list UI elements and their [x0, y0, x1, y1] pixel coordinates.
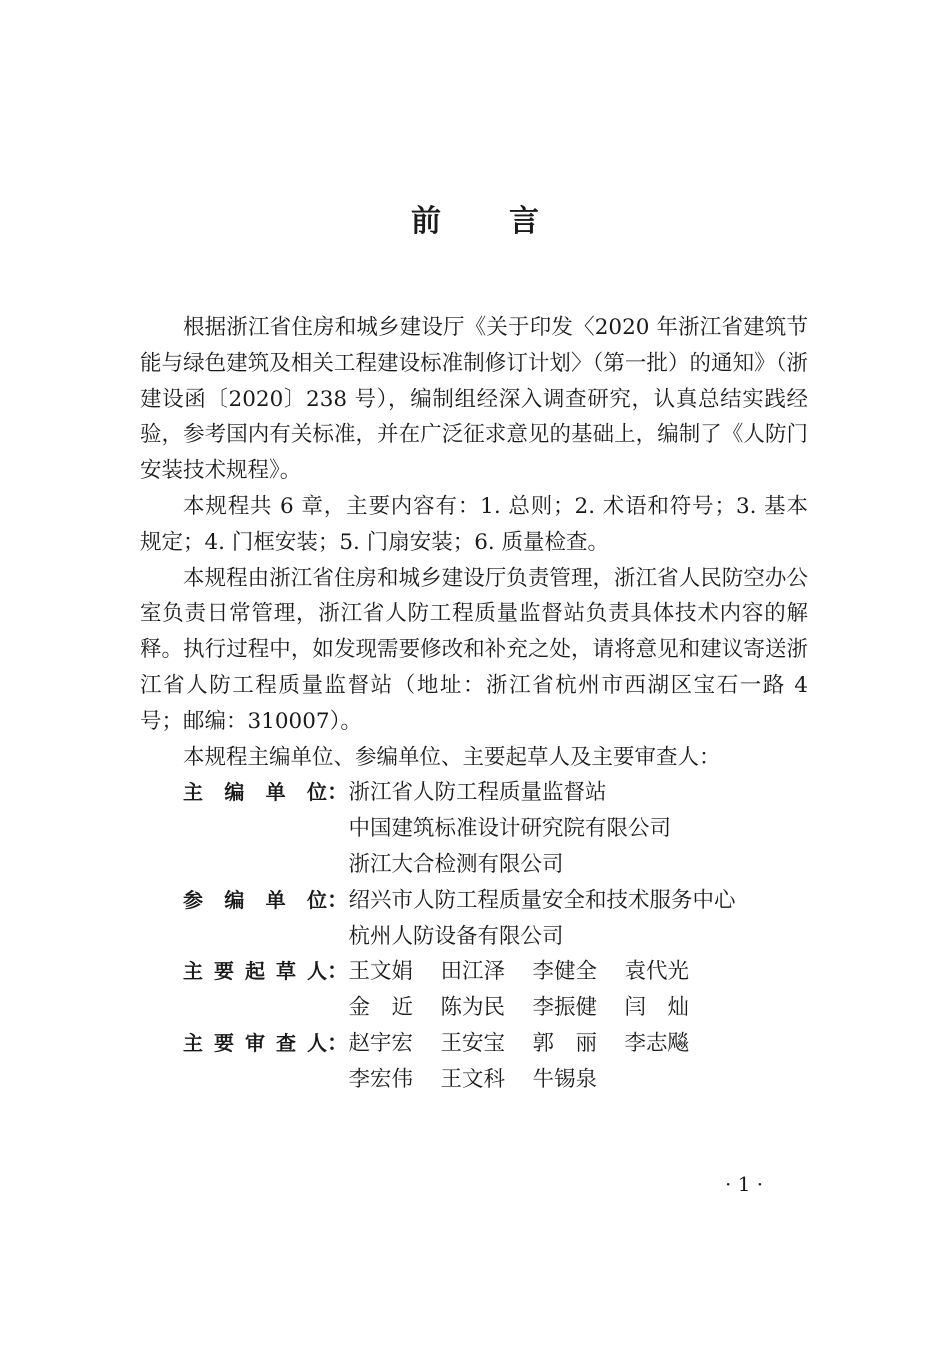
- person-name: 牛锡泉: [532, 1066, 598, 1092]
- role-colon: ：: [327, 887, 349, 913]
- person-name: 李振健: [532, 995, 598, 1021]
- person-name: 袁代光: [624, 959, 690, 985]
- role-label: 参编单位: [183, 887, 327, 912]
- person-name: 闫灿: [624, 995, 711, 1021]
- role-label: 主编单位: [183, 780, 327, 805]
- person-name: 陈为民: [440, 995, 506, 1021]
- org-name: 杭州人防设备有限公司: [348, 923, 564, 949]
- role-reviewers: [140, 1026, 808, 1098]
- role-participating-units: [140, 883, 808, 955]
- page-number: · 1 ·: [725, 1172, 764, 1196]
- person-name: 李宏伟: [348, 1066, 414, 1092]
- role-items: [349, 1026, 808, 1098]
- page-title: 前言: [411, 204, 607, 239]
- role-colon: ：: [327, 780, 349, 806]
- person-name: 王文科: [440, 1066, 506, 1092]
- person-name: 田江泽: [440, 959, 506, 985]
- role-label: 主要审查人: [183, 1030, 327, 1055]
- role-items: [349, 883, 808, 955]
- person-name: 赵宇宏: [348, 1030, 414, 1056]
- role-items: [349, 775, 808, 882]
- person-name: 郭丽: [532, 1030, 619, 1056]
- person-name: 王文娟: [348, 959, 414, 985]
- role-colon: ：: [327, 959, 349, 985]
- org-name: 浙江省人防工程质量监督站: [348, 780, 607, 806]
- role-items: [349, 954, 808, 1026]
- person-name: 金近: [348, 995, 435, 1021]
- org-name: 浙江大合检测有限公司: [348, 851, 564, 877]
- org-name: 中国建筑标准设计研究院有限公司: [348, 816, 672, 842]
- role-drafters: [140, 954, 808, 1026]
- person-name: 王安宝: [440, 1030, 506, 1056]
- participants-list: [140, 775, 808, 1097]
- paragraph-contents: 本规程共 6 章，主要内容有：1. 总则；2. 术语和符号；3. 基本规定；4. 门框安装；5. 门扇安装；6. 质量检查。: [140, 493, 808, 555]
- paragraph-basis: 根据浙江省住房和城乡建设厅《关于印发〈2020 年浙江省建筑节能与绿色建筑及相关工程建设标准制修订计划〉（第一批）的通知》（浙建设函〔2020〕238 号），编制组经深入调查研究，认真总结实践经验，参考国内有关标准，并在广泛征求意见的基础上，编制了《人防门安装技术规程》。: [140, 315, 808, 484]
- role-chief-units: [140, 775, 808, 882]
- paragraph-management: 本规程由浙江省住房和城乡建设厅负责管理，浙江省人民防空办公室负责日常管理，浙江省人防工程质量监督站负责具体技术内容的解释。执行过程中，如发现需要修改和补充之处，请将意见和建议寄送浙江省人防工程质量监督站（地址：浙江省杭州市西湖区宝石一路 4 号；邮编：310007）。: [140, 565, 808, 734]
- role-label: 主要起草人: [183, 959, 327, 984]
- org-name: 绍兴市人防工程质量安全和技术服务中心: [348, 887, 736, 913]
- role-colon: ：: [327, 1030, 349, 1056]
- person-name: 李志飚: [624, 1030, 690, 1056]
- person-name: 李健全: [532, 959, 598, 985]
- paragraph-participants-intro: 本规程主编单位、参编单位、主要起草人及主要审查人：: [183, 744, 721, 770]
- preface-body: [140, 310, 808, 1098]
